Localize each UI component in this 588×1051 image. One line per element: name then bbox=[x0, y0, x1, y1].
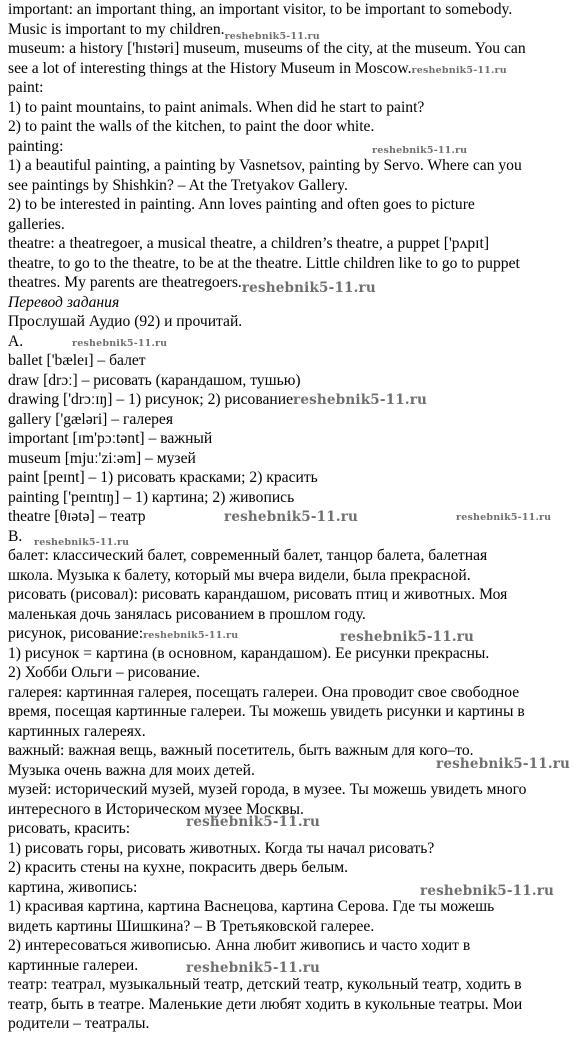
text-line bbox=[8, 273, 584, 296]
watermark-text: reshebnik5-11.ru bbox=[241, 280, 376, 296]
watermark-text: reshebnik5-11.ru bbox=[143, 630, 239, 641]
text-line bbox=[8, 585, 584, 605]
line-text: drawing ['drɔːɪŋ] – 1) рисунок; 2) рисование bbox=[8, 391, 294, 408]
text-line bbox=[8, 332, 584, 352]
line-text: 1) a beautiful painting, a painting by Vasnetsov, painting by Servo. Where can you bbox=[8, 157, 522, 174]
line-text: картинных галереях. bbox=[8, 722, 146, 740]
text-line bbox=[8, 429, 584, 449]
line-text: Прослушай Аудио (92) и прочитай. bbox=[8, 313, 243, 330]
text-line bbox=[8, 410, 584, 430]
line-text: 1) рисунок = картина (в основном, карандашом). Ее рисунки прекрасны. bbox=[8, 644, 490, 662]
text-line bbox=[8, 995, 584, 1015]
text-line bbox=[8, 98, 584, 118]
text-line bbox=[8, 814, 584, 839]
text-line bbox=[8, 488, 584, 508]
line-text: 2) Хобби Ольги – рисование. bbox=[8, 664, 201, 681]
line-text: 2) интересоваться живописью. Анна любит живопись и часто ходит в bbox=[8, 937, 471, 954]
line-text: ballet ['bæleɪ] – балет bbox=[8, 352, 146, 369]
line-text: paint [peɪnt] – 1) рисовать красками; 2) красить bbox=[8, 469, 318, 486]
line-text: важный: важная вещь, важный посетитель, быть важным для кого–то. bbox=[8, 742, 474, 759]
watermark-text: reshebnik5-11.ru bbox=[293, 392, 428, 408]
text-line bbox=[8, 176, 584, 196]
line-text: театр: театрал, музыкальный театр, детский театр, кукольный театр, ходить в bbox=[8, 976, 522, 993]
line-text: маленькая дочь занялась рисованием в прошлом году. bbox=[8, 605, 366, 623]
line-text: museum: a history ['hɪstəri] museum, museums of the city, at the museum. You can bbox=[8, 40, 526, 57]
text-line bbox=[8, 702, 584, 722]
watermark-text: reshebnik5-11.ru bbox=[224, 30, 320, 42]
text-line bbox=[8, 644, 584, 664]
watermark-text: reshebnik5-11.ru bbox=[456, 512, 552, 523]
text-line bbox=[8, 234, 584, 254]
line-text: important: an important thing, an important visitor, to be important to somebody. bbox=[8, 1, 513, 18]
line-text: рисовать (рисовал): рисовать карандашом, рисовать птиц и животных. Моя bbox=[8, 586, 508, 603]
line-text: important [ɪm'pɔːtənt] – важный bbox=[8, 430, 213, 447]
line-text: Музыка очень важна для моих детей. bbox=[8, 761, 255, 779]
line-text: видеть картины Шишкина? – В Третьяковской галерее. bbox=[8, 917, 375, 935]
line-text: Music is important to my children. bbox=[8, 20, 225, 38]
text-line bbox=[8, 546, 584, 566]
text-line bbox=[8, 0, 584, 20]
text-line bbox=[8, 59, 584, 79]
text-line bbox=[8, 780, 584, 800]
line-text: интересного в Историческом музее Москвы. bbox=[8, 800, 304, 818]
text-line bbox=[8, 312, 584, 332]
text-line bbox=[8, 390, 584, 410]
text-line bbox=[8, 683, 584, 703]
watermark-text: reshebnik5-11.ru bbox=[436, 755, 571, 772]
text-line bbox=[8, 858, 584, 878]
text-line bbox=[8, 936, 584, 956]
text-line bbox=[8, 137, 584, 157]
text-line bbox=[8, 195, 584, 215]
watermark-text: reshebnik5-11.ru bbox=[186, 959, 321, 976]
watermark-text: reshebnik5-11.ru bbox=[340, 629, 475, 645]
text-line bbox=[8, 663, 584, 683]
watermark-text: reshebnik5-11.ru bbox=[224, 509, 359, 525]
text-line bbox=[8, 78, 584, 98]
text-line bbox=[8, 449, 584, 469]
text-line bbox=[8, 605, 584, 625]
line-text: картинные галереи. bbox=[8, 956, 139, 974]
line-text: родители – театралы. bbox=[8, 1015, 150, 1032]
line-text: театр, быть в театре. Маленькие дети любят ходить в кукольные театры. Мои bbox=[8, 995, 523, 1013]
line-text: музей: исторический музей, музей города, в музее. Ты можешь увидеть много bbox=[8, 781, 527, 798]
text-line bbox=[8, 507, 584, 527]
text-line bbox=[8, 254, 584, 274]
text-line bbox=[8, 956, 584, 976]
watermark-text: reshebnik5-11.ru bbox=[411, 64, 507, 76]
text-line bbox=[8, 20, 584, 40]
watermark-text: reshebnik5-11.ru bbox=[420, 882, 555, 899]
line-text: see paintings by Shishkin? – At the Tretyakov Gallery. bbox=[8, 176, 348, 194]
line-text: 1) красивая картина, картина Васнецова, картина Серова. Где ты можешь bbox=[8, 898, 495, 915]
text-line bbox=[8, 215, 584, 235]
text-line bbox=[8, 755, 584, 781]
line-text: painting: bbox=[8, 137, 64, 155]
text-line bbox=[8, 1014, 584, 1034]
line-text: draw [drɔː] – рисовать (карандашом, тушью) bbox=[8, 371, 301, 389]
document-page bbox=[8, 0, 584, 1034]
watermark-text: reshebnik5-11.ru bbox=[372, 144, 468, 156]
line-text: B. bbox=[8, 527, 23, 545]
text-line bbox=[8, 156, 584, 176]
line-text: балет: классический балет, современный балет, танцор балета, балетная bbox=[8, 547, 488, 564]
text-line bbox=[8, 468, 584, 488]
text-line bbox=[8, 917, 584, 937]
line-text: 1) to paint mountains, to paint animals. When did he start to paint? bbox=[8, 98, 425, 116]
text-line bbox=[8, 975, 584, 995]
line-text: школа. Музыка к балету, который мы вчера видели, была прекрасной. bbox=[8, 566, 471, 584]
watermark-text: reshebnik5-11.ru bbox=[34, 536, 130, 548]
line-text: 2) to paint the walls of the kitchen, to paint the door white. bbox=[8, 118, 375, 135]
section-heading bbox=[8, 293, 584, 313]
line-text: museum [mjuː'ziːəm] – музей bbox=[8, 449, 196, 467]
text-line bbox=[8, 351, 584, 371]
text-line bbox=[8, 839, 584, 859]
line-text: A. bbox=[8, 332, 24, 350]
text-line bbox=[8, 897, 584, 917]
line-text: картина, живопись: bbox=[8, 878, 138, 896]
line-text: галерея: картинная галерея, посещать галереи. Она проводит свое свободное bbox=[8, 683, 520, 701]
line-text: paint: bbox=[8, 79, 44, 96]
line-text: рисунок, рисование: bbox=[8, 625, 144, 642]
line-text: see a lot of interesting things at the History Museum in Moscow. bbox=[8, 59, 412, 77]
text-line bbox=[8, 371, 584, 391]
watermark-text: reshebnik5-11.ru bbox=[72, 337, 168, 349]
text-line bbox=[8, 878, 584, 898]
line-text: 2) красить стены на кухне, покрасить дверь белым. bbox=[8, 859, 348, 876]
line-text: 1) рисовать горы, рисовать животных. Когда ты начал рисовать? bbox=[8, 839, 435, 857]
watermark-text: reshebnik5-11.ru bbox=[186, 814, 321, 830]
line-text: Перевод задания bbox=[8, 293, 120, 311]
line-text: theatres. My parents are theatregoers. bbox=[8, 274, 242, 291]
line-text: theatre: a theatregoer, a musical theatre, a children’s theatre, a puppet ['pʌpɪt] bbox=[8, 235, 490, 252]
line-text: theatre, to go to the theatre, to be at the theatre. Little children like to go to puppet bbox=[8, 254, 520, 272]
text-line bbox=[8, 527, 584, 547]
line-text: gallery ['gæləri] – галерея bbox=[8, 410, 174, 428]
text-line bbox=[8, 722, 584, 742]
line-text: время, посещая картинные галереи. Ты можешь увидеть рисунки и картины в bbox=[8, 703, 525, 720]
text-line bbox=[8, 624, 584, 644]
line-text: рисовать, красить: bbox=[8, 820, 131, 837]
text-line bbox=[8, 39, 584, 59]
line-text: theatre [θɪətə] – театр bbox=[8, 508, 146, 525]
text-line bbox=[8, 566, 584, 586]
line-text: galleries. bbox=[8, 215, 65, 233]
text-line bbox=[8, 117, 584, 137]
line-text: painting ['peɪntɪŋ] – 1) картина; 2) живопись bbox=[8, 488, 295, 506]
line-text: 2) to be interested in painting. Ann loves painting and often goes to picture bbox=[8, 196, 475, 213]
